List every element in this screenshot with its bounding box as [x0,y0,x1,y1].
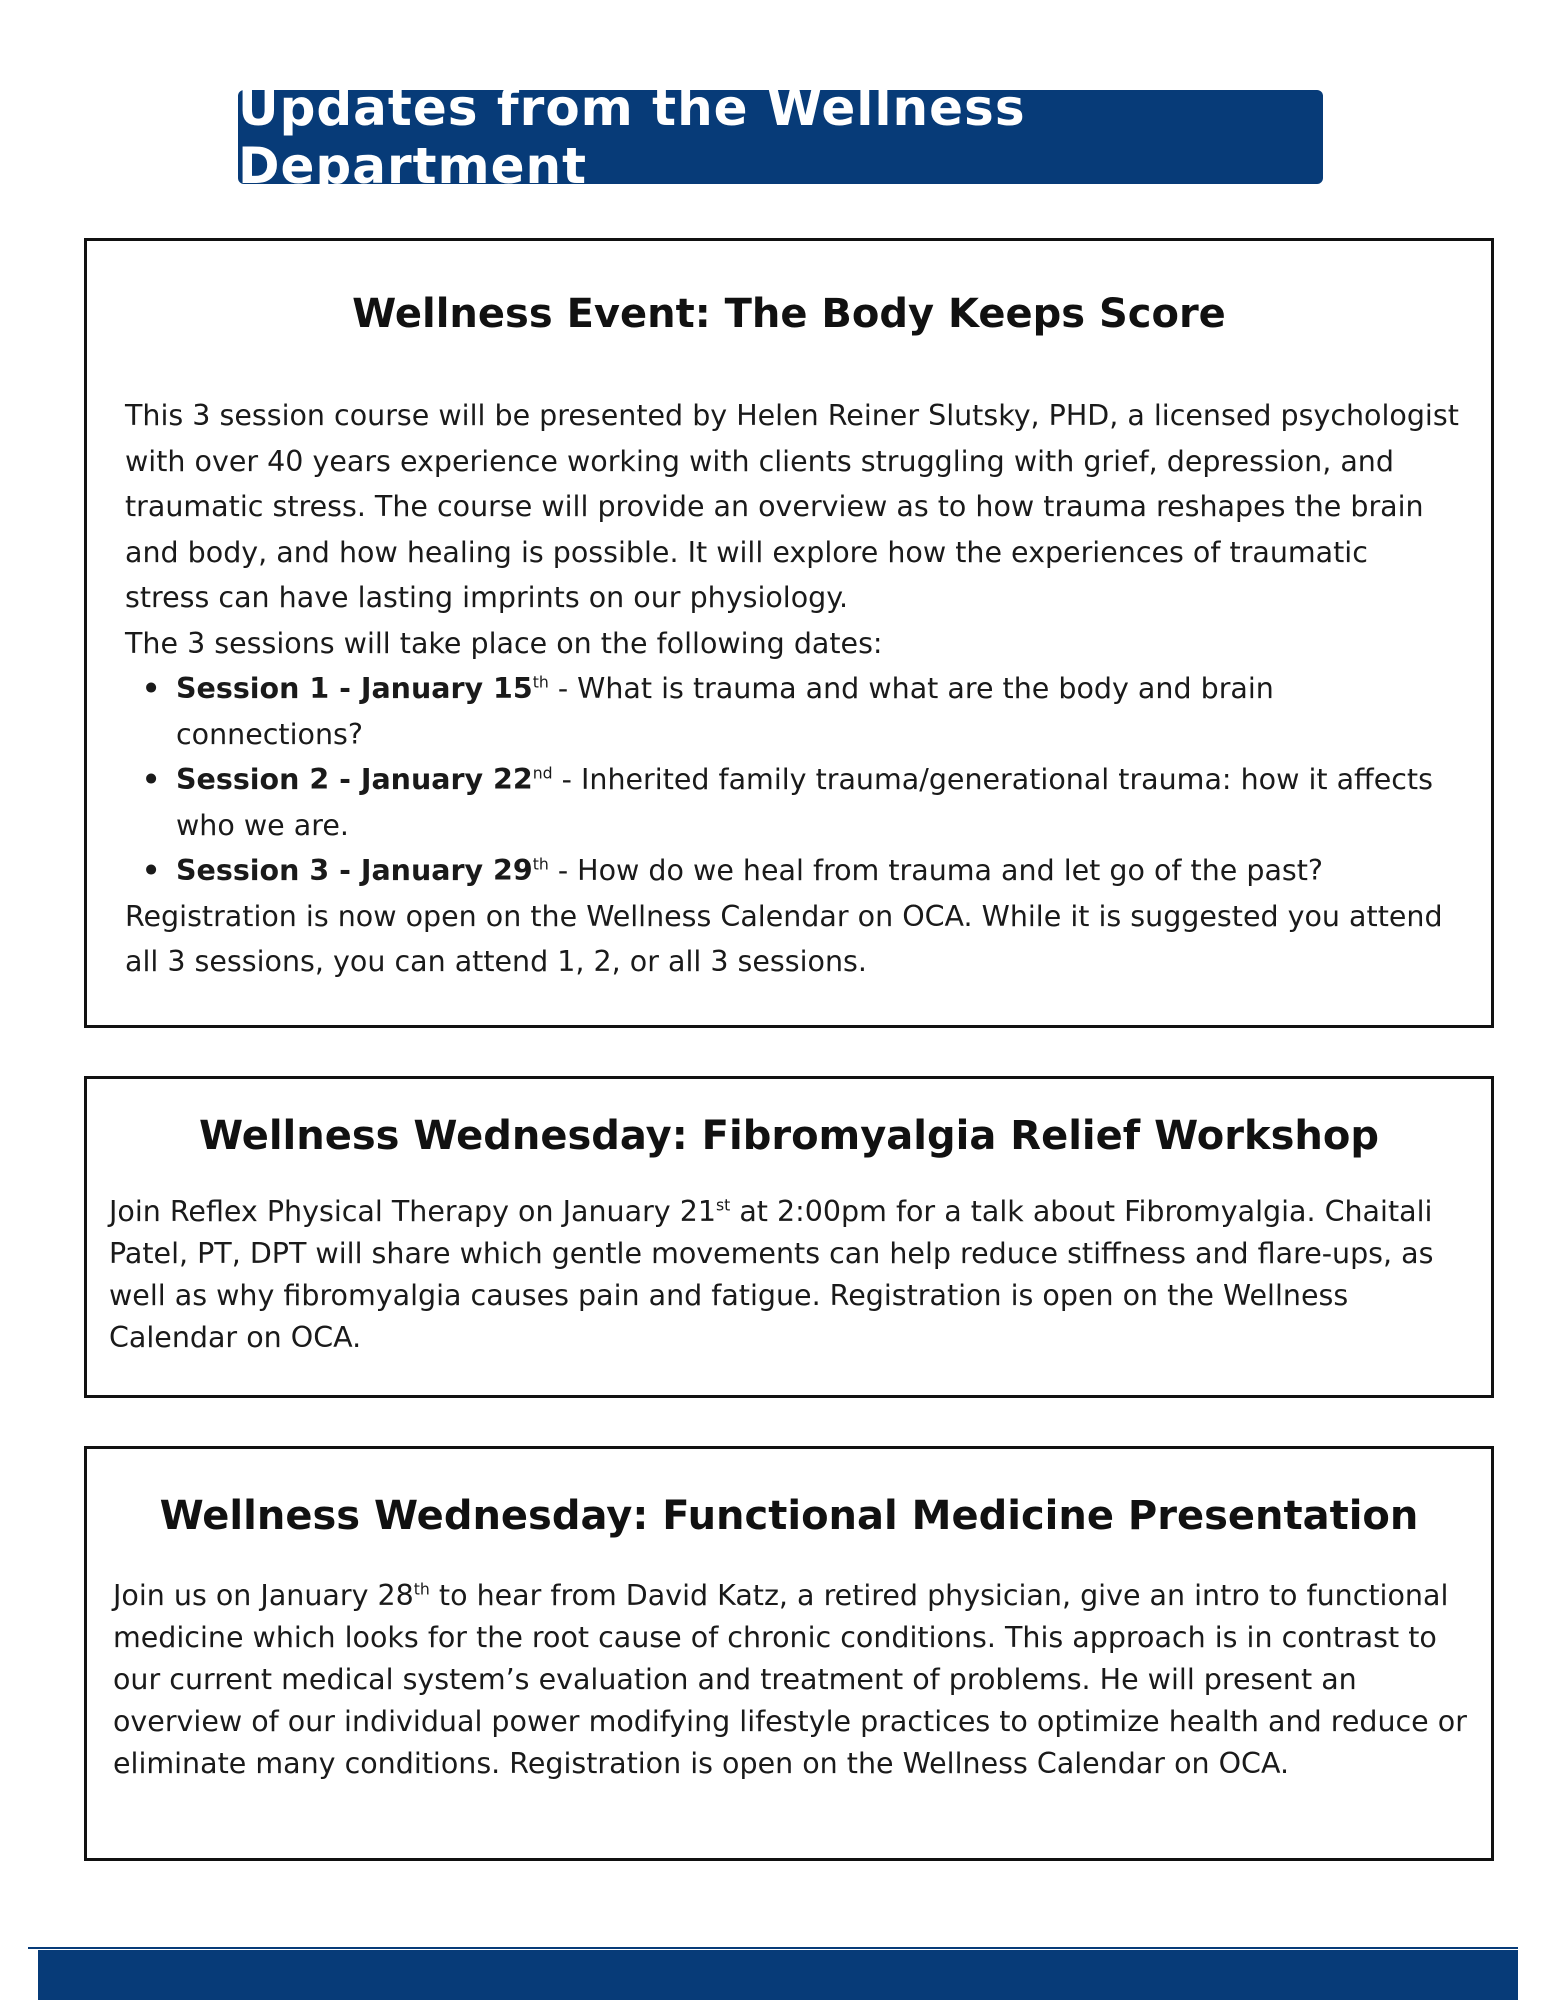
event-title: Wellness Event: The Body Keeps Score [352,291,1226,337]
session-label: Session 1 - January 15 [176,672,533,705]
date-suffix: th [532,672,549,692]
date-suffix: st [715,1195,731,1215]
session-dates-lead: The 3 sessions will take place on the following dates: [125,626,883,660]
description-part: Join Reflex Physical Therapy on January 21 [109,1195,716,1228]
event-card-fibromyalgia [84,1076,1494,1398]
event-description [109,1191,1471,1359]
session-description: - How do we heal from trauma and let go of the past? [548,854,1324,887]
session-list [125,666,1461,894]
page-title: Updates from the Wellness Department [238,79,1026,195]
event-body [113,1575,1475,1785]
session-description: - Inherited family trauma/generational trauma: how it affects who we are. [176,763,1433,842]
event-title: Wellness Wednesday: Fibromyalgia Relief Workshop [199,1113,1379,1159]
session-item [176,666,1461,757]
date-suffix: nd [532,763,553,783]
description-part: to hear from David Katz, a retired physician, give an intro to functional medicine which looks for the root cause of chronic conditions. This approach is in contrast to our current medical system’s evaluation and treatment of problems. He will present an overview of our individual power modifying lifestyle practices to optimize health and reduce or eliminate many conditions. Registration is open on the Wellness Calendar on OCA. [113,1579,1467,1780]
event-body [109,1191,1471,1359]
session-description: - What is trauma and what are the body and brain connections? [176,672,1274,751]
session-item [176,848,1461,894]
date-suffix: th [413,1579,430,1599]
session-label: Session 2 - January 22 [176,763,533,796]
registration-note: Registration is now open on the Wellness Calendar on OCA. While it is suggested you attend all 3 sessions, you can attend 1, 2, or all 3 sessions. [125,899,1443,978]
date-suffix: th [532,854,549,874]
session-label: Session 3 - January 29 [176,854,533,887]
footer-divider [28,1947,1518,1949]
event-card-functional-medicine [84,1446,1494,1861]
footer-bar [38,1950,1518,2000]
description-part: Join us on January 28 [113,1579,414,1612]
event-card-body-keeps-score [84,238,1494,1028]
event-description [113,1575,1475,1785]
event-body [125,393,1461,985]
event-intro: This 3 session course will be presented by Helen Reiner Slutsky, PHD, a licensed psychologist with over 40 years experience working with clients struggling with grief, depression, and traumatic stress. The course will provide an overview as to how trauma reshapes the brain and body, and how healing is possible. It will explore how the experiences of traumatic stress can have lasting imprints on our physiology. [125,399,1459,614]
description-part: at 2:00pm for a talk about Fibromyalgia. Chaitali Patel, PT, DPT will share which gentle movements can help reduce stiffness and flare-ups, as well as why fibromyalgia causes pain and fatigue. Registration is open on the Wellness Calendar on OCA. [109,1195,1434,1354]
page-header-banner [238,79,1323,195]
event-title: Wellness Wednesday: Functional Medicine Presentation [159,1493,1419,1539]
session-item [176,757,1461,848]
